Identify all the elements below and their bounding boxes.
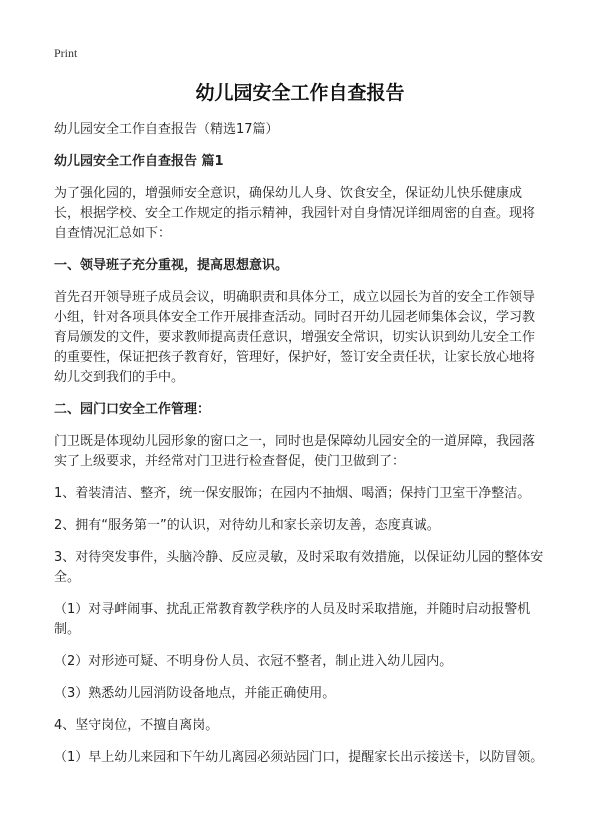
document-subtitle: 幼儿园安全工作自查报告（精选17篇） [54,122,279,137]
gate-paragraph: 门卫既是体现幼儿园形象的窗口之一，同时也是保障幼儿园安全的一道屏障，我园落实了上级要求，并经常对门卫进行检查督促，使门卫做到了： [54,434,536,469]
section-title: 幼儿园安全工作自查报告 篇1 [54,154,224,169]
sub-item-3: （3）熟悉幼儿园消防设备地点，并能正确使用。 [54,686,336,701]
sub-item-2: （2）对形迹可疑、不明身份人员、衣冠不整者，制止进入幼儿园内。 [54,654,453,669]
leadership-paragraph: 首先召开领导班子成员会议，明确职责和具体分工，成立以园长为首的安全工作领导小组，针对各项具体安全工作开展排查活动。同时召开幼儿园老师集体会议，学习教育局颁发的文件，要求教师提高责任意识，增强安全常识，切实认识到幼儿安全工作的重要性，保证把孩子教育好，管理好，保护好，签订安全责任状，让家长放心地将幼儿交到我们的手中。 [54,290,536,385]
intro-paragraph: 为了强化园的，增强师安全意识，确保幼儿人身、饮食安全，保证幼儿快乐健康成长，根据学校、安全工作规定的指示精神，我园针对自身情况详细周密的自查。现将自查情况汇总如下： [54,186,536,241]
list-item-2: 2、拥有“服务第一”的认识，对待幼儿和家长亲切友善，态度真诚。 [54,518,440,533]
print-label: Print [54,46,78,60]
list-item-1: 1、着装清洁、整齐，统一保安服饰；在园内不抽烟、喝酒；保持门卫室干净整洁。 [54,486,531,501]
document-body [54,120,546,780]
list-item-3: 3、对待突发事件，头脑冷静、反应灵敏，及时采取有效措施，以保证幼儿园的整体安全。 [54,550,544,585]
sub-item-1: （1）对寻衅闹事、扰乱正常教育教学秩序的人员及时采取措施，并随时启动报警机制。 [54,602,531,637]
sub-item-4: （1）早上幼儿来园和下午幼儿离园必须站园门口，提醒家长出示接送卡，以防冒领。 [54,750,544,765]
list-item-4: 4、坚守岗位，不擅自离岗。 [54,718,219,733]
heading-gate-management: 二、园门口安全工作管理： [54,402,211,417]
document-title: 幼儿园安全工作自查报告 [195,82,405,104]
heading-leadership: 一、领导班子充分重视，提高思想意识。 [54,258,289,273]
